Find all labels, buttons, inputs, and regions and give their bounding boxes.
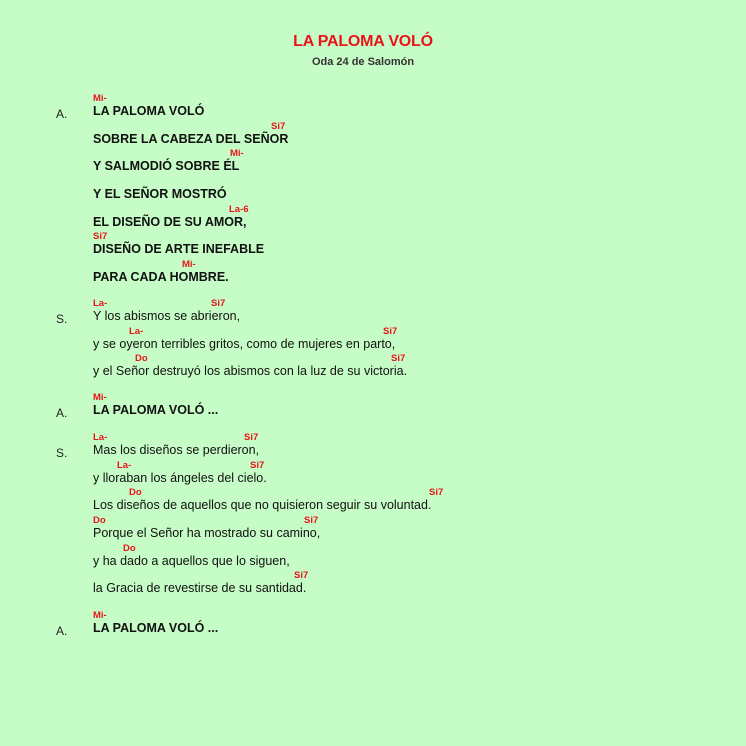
lyric-text: LA PALOMA VOLÓ ... [93, 621, 219, 635]
song-section [0, 610, 746, 638]
chord: Si7 [304, 515, 319, 527]
chord: La-6 [229, 203, 249, 215]
chord: La- [93, 298, 108, 309]
chord: Si7 [211, 298, 226, 309]
lyric-line [0, 515, 746, 543]
chord: Si7 [391, 353, 406, 365]
lyric-line [0, 326, 746, 354]
lyric-line [0, 353, 746, 381]
chord: Mi- [182, 259, 196, 271]
lyric-text: SOBRE LA CABEZA DEL SEÑOR [93, 131, 289, 146]
chord: La- [117, 459, 132, 471]
lyric-text: Y EL SEÑOR MOSTRÓ [93, 187, 227, 202]
section-label: A. [56, 624, 68, 638]
section-label: A. [56, 107, 68, 121]
chord: Do [123, 542, 136, 554]
lyric-text: PARA CADA HOMBRE. [93, 270, 229, 285]
song-section [0, 298, 746, 381]
lyric-text: y lloraban los ángeles del cielo. [93, 470, 267, 485]
chord: La- [93, 432, 108, 443]
lyric-text: EL DISEÑO DE SU AMOR, [93, 214, 247, 229]
lyric-line [0, 460, 746, 488]
lyric-text: Mas los diseños se perdieron, [93, 443, 260, 457]
lyric-line [0, 392, 746, 420]
chord: Si7 [271, 120, 286, 132]
lyric-line [0, 610, 746, 638]
chord: Si7 [93, 231, 108, 243]
song-title: LA PALOMA VOLÓ [293, 33, 433, 50]
chord: Si7 [383, 325, 398, 337]
section-label: A. [56, 406, 68, 420]
lyric-line [0, 231, 746, 259]
song-subtitle: Oda 24 de Salomón [311, 56, 415, 68]
chord: Do [129, 487, 142, 499]
chord: Mi- [93, 93, 107, 104]
chord: Si7 [250, 459, 265, 471]
lyric-line [0, 93, 746, 121]
lyric-line [0, 487, 746, 515]
lyric-line [0, 204, 746, 232]
lyric-text: Los diseños de aquellos que no quisieron seguir su voluntad. [93, 498, 432, 513]
lyric-text: LA PALOMA VOLÓ [93, 104, 205, 118]
chord: Do [135, 353, 148, 365]
lyric-text: LA PALOMA VOLÓ ... [93, 403, 219, 417]
chord: Si7 [294, 570, 309, 582]
lyric-line [0, 259, 746, 287]
chord: Si7 [244, 432, 259, 443]
lyric-text: DISEÑO DE ARTE INEFABLE [93, 242, 265, 257]
song-section [0, 93, 746, 287]
chord: Mi- [93, 392, 107, 403]
lyric-line [0, 543, 746, 571]
lyric-text: y ha dado a aquellos que lo siguen, [93, 553, 290, 568]
song-section [0, 392, 746, 420]
lyric-line [0, 298, 746, 326]
lyric-line [0, 148, 746, 176]
chord: Si7 [429, 487, 444, 499]
lyric-text: Porque el Señor ha mostrado su camino, [93, 526, 321, 541]
lyric-text: y se oyeron terribles gritos, como de mujeres en parto, [93, 336, 396, 351]
section-label: S. [56, 446, 68, 460]
chord: Mi- [93, 610, 107, 621]
chord: La- [129, 325, 144, 337]
lyric-line [0, 121, 746, 149]
lyric-text: Y SALMODIÓ SOBRE ÉL [93, 159, 240, 174]
section-label: S. [56, 312, 68, 326]
lyric-text: y el Señor destruyó los abismos con la luz de su victoria. [93, 364, 408, 379]
lyric-line [0, 570, 746, 598]
lyric-text: Y los abismos se abrieron, [93, 309, 241, 323]
lyric-line [0, 432, 746, 460]
lyric-line [0, 176, 746, 204]
chord: Do [93, 515, 106, 527]
song-section [0, 432, 746, 598]
lyric-text: la Gracia de revestirse de su santidad. [93, 581, 307, 596]
chord: Mi- [230, 148, 244, 160]
